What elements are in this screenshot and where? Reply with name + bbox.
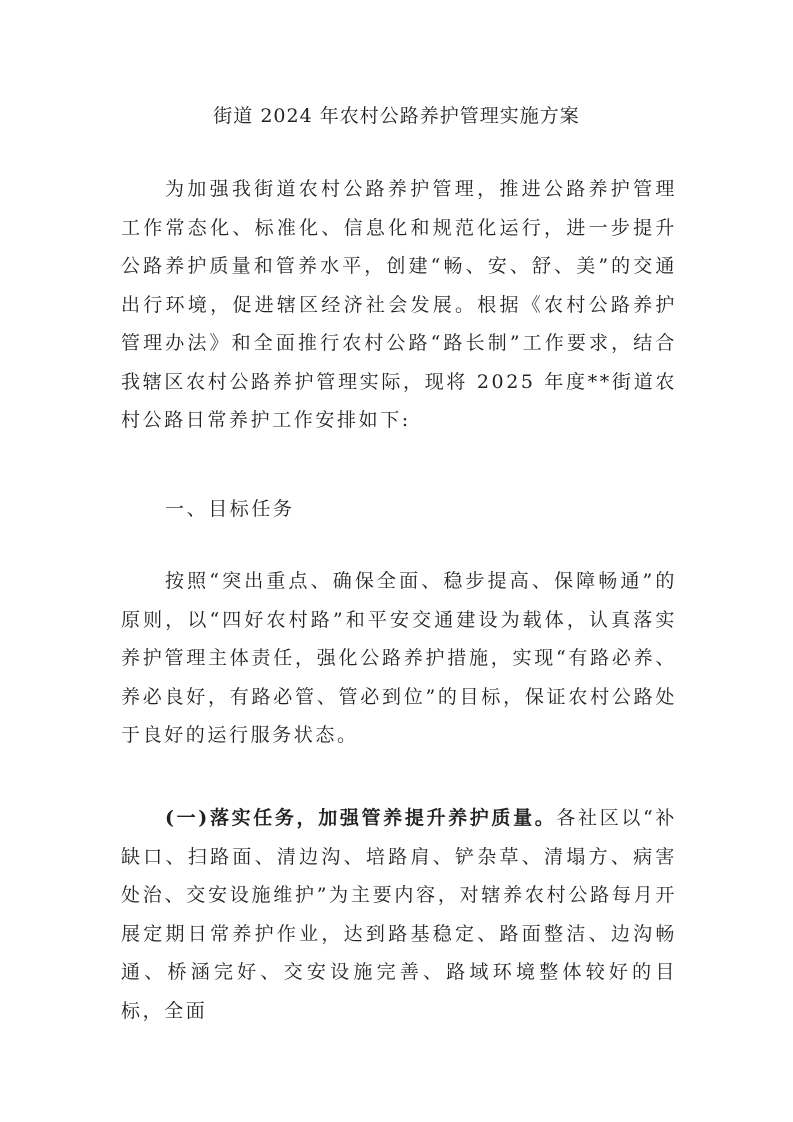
subsection-body: 各社区以“补缺口、扫路面、清边沟、培路肩、铲杂草、清塌方、病害处治、交安设施维护”为主要内容，对辖养农村公路每月开展定期日常养护作业，达到路基稳定、路面整洁、边沟畅通、桥涵完好、交安设施完善、路域环境整体较好的目标，全面 [121,807,677,1022]
goals-paragraph: 按照“突出重点、确保全面、稳步提高、保障畅通”的原则，以“四好农村路”和平安交通建设为载体，认真落实养护管理主体责任，强化公路养护措施，实现“有路必养、养必良好，有路必管、管必到位”的目标，保证农村公路处于良好的运行服务状态。 [121,570,677,746]
subsection-lead: (一)落实任务，加强管养提升养护质量。 [165,807,557,829]
intro-paragraph: 为加强我街道农村公路养护管理，推进公路养护管理工作常态化、标准化、信息化和规范化运行，进一步提升公路养护质量和管养水平，创建“畅、安、舒、美”的交通出行环境，促进辖区经济社会发展。根据《农村公路养护管理办法》和全面推行农村公路“路长制”工作要求，结合我辖区农村公路养护管理实际，现将 2025 年度**街道农村公路日常养护工作安排如下: [121,178,677,431]
document-title: 街道 2024 年农村公路养护管理实施方案 [213,105,580,127]
section-heading-goals: 一、目标任务 [165,498,295,520]
subsection-paragraph [121,799,677,1030]
